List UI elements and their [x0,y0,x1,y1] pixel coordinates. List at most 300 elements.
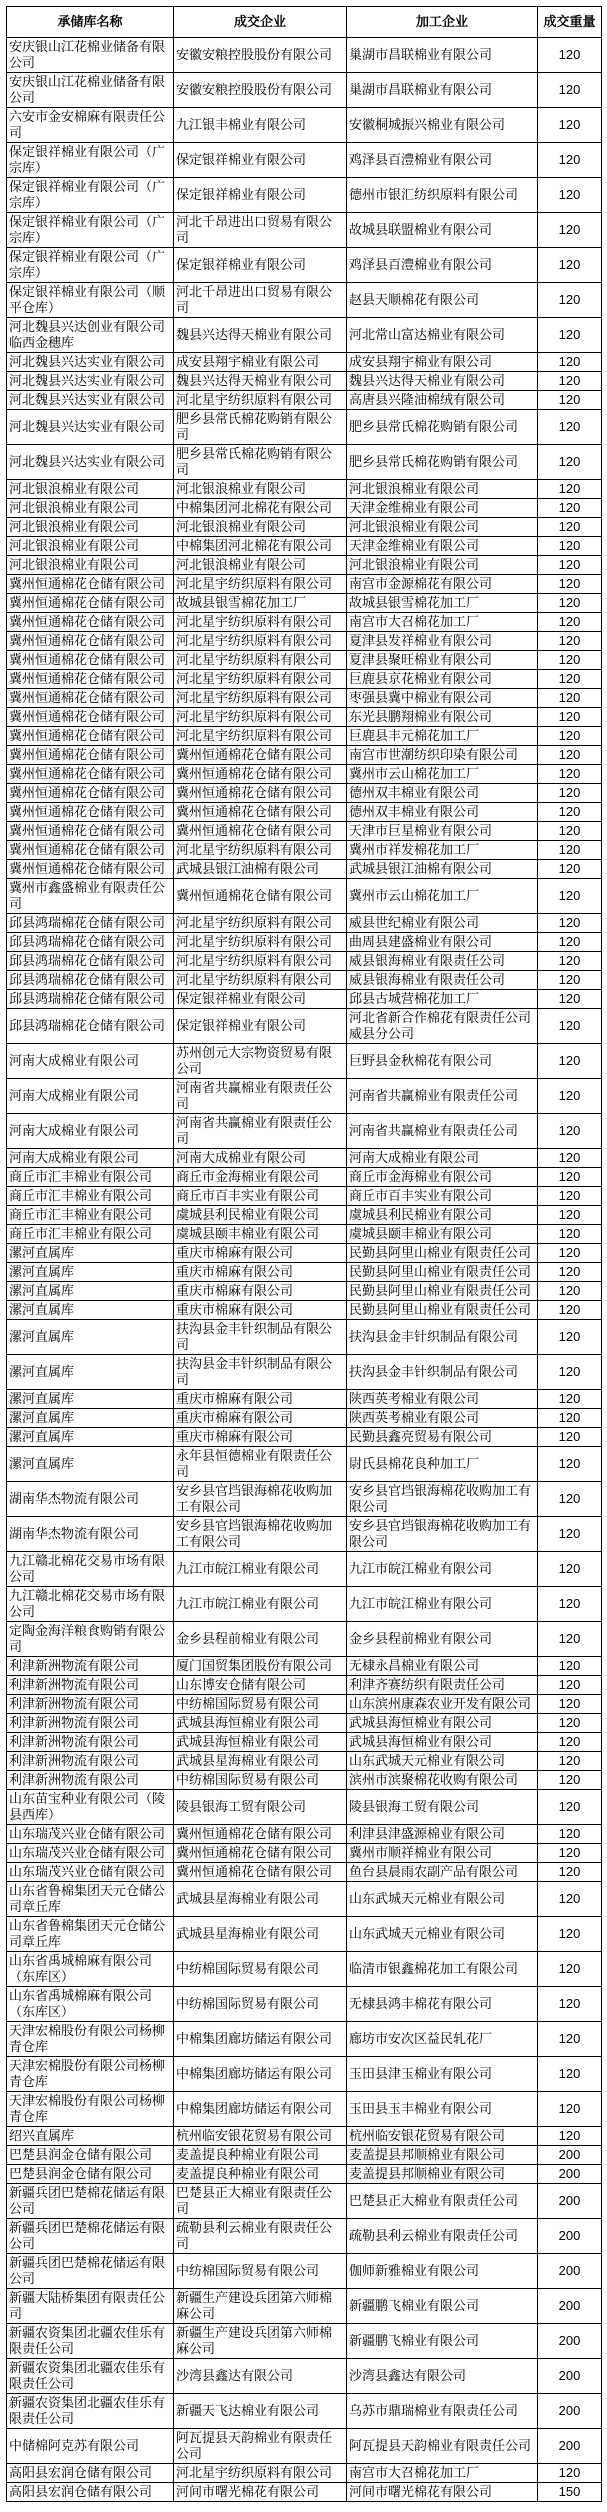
weight-cell: 120 [538,1987,602,2022]
table-row [7,353,602,372]
processor-cell: 伽师新雅棉业有限公司 [347,2254,538,2289]
processor-cell: 武城县银江油棉有限公司 [347,860,538,879]
processor-cell: 威县世纪棉业有限公司 [347,914,538,933]
warehouse-cell: 巴楚县润金仓储有限公司 [7,2146,174,2165]
processor-cell: 高唐县兴隆油棉绒有限公司 [347,391,538,410]
table-row [7,2464,602,2483]
table-row [7,2359,602,2394]
processor-cell: 民勤县阿里山棉业有限责任公司 [347,1263,538,1282]
processor-cell: 故城县银雪棉花加工厂 [347,594,538,613]
buyer-cell: 保定银祥棉业有限公司 [174,143,347,178]
warehouse-cell: 漯河直属库 [7,1355,174,1390]
buyer-cell: 金乡县程前棉业有限公司 [174,1622,347,1657]
buyer-cell: 阿瓦提县天韵棉业有限责任公司 [174,2429,347,2464]
processor-cell: 无棣永昌棉业有限公司 [347,1657,538,1676]
cotton-trade-table [6,6,602,2502]
table-row [7,1244,602,1263]
weight-cell: 120 [538,1206,602,1225]
weight-cell: 120 [538,372,602,391]
buyer-cell: 河间市曙光棉花有限公司 [174,2483,347,2502]
weight-cell: 120 [538,1409,602,1428]
processor-cell: 九江市皖江棉业有限公司 [347,1552,538,1587]
warehouse-cell: 漯河直属库 [7,1263,174,1282]
table-row [7,1282,602,1301]
warehouse-cell: 河北魏县兴达实业有限公司 [7,391,174,410]
table-row [7,1752,602,1771]
table-row [7,1149,602,1168]
weight-cell: 120 [538,841,602,860]
warehouse-cell: 天津宏棉股份有限公司杨柳青仓库 [7,2092,174,2127]
warehouse-cell: 保定银祥棉业有限公司（顺平仓库） [7,283,174,318]
warehouse-cell: 山东瑞茂兴业仓储有限公司 [7,1825,174,1844]
table-row [7,2022,602,2057]
buyer-cell: 保定银祥棉业有限公司 [174,990,347,1009]
warehouse-cell: 河南大成棉业有限公司 [7,1079,174,1114]
weight-cell: 120 [538,1825,602,1844]
buyer-cell: 麦盖提良种棉业有限公司 [174,2165,347,2184]
processor-cell: 天津市巨星棉业有限公司 [347,822,538,841]
buyer-cell: 河北星宇纺织原料有限公司 [174,2464,347,2483]
processor-cell: 麦盖提县邦顺棉业有限公司 [347,2165,538,2184]
buyer-cell: 安徽安粮控股股份有限公司 [174,38,347,73]
warehouse-cell: 巴楚县润金仓储有限公司 [7,2165,174,2184]
table-row [7,727,602,746]
warehouse-cell: 利津新洲物流有限公司 [7,1657,174,1676]
weight-cell: 120 [538,108,602,143]
buyer-cell: 重庆市棉麻有限公司 [174,1390,347,1409]
weight-cell: 120 [538,1790,602,1825]
processor-cell: 安徽桐城振兴棉业有限公司 [347,108,538,143]
table-row [7,1409,602,1428]
warehouse-cell: 河南大成棉业有限公司 [7,1044,174,1079]
weight-cell: 120 [538,594,602,613]
warehouse-cell: 商丘市汇丰棉业有限公司 [7,1187,174,1206]
table-row [7,499,602,518]
table-row [7,879,602,914]
warehouse-cell: 中储棉阿克苏有限公司 [7,2429,174,2464]
table-row [7,632,602,651]
processor-cell: 商丘市百丰实业有限公司 [347,1187,538,1206]
weight-cell: 120 [538,73,602,108]
table-row [7,860,602,879]
buyer-cell: 山东博安仓储有限公司 [174,1676,347,1695]
warehouse-cell: 冀州恒通棉花仓储有限公司 [7,689,174,708]
table-row [7,38,602,73]
processor-cell: 利津县津盛源棉业有限公司 [347,1825,538,1844]
weight-cell: 120 [538,2127,602,2146]
table-row [7,1168,602,1187]
buyer-cell: 河北星宇纺织原料有限公司 [174,632,347,651]
warehouse-cell: 新疆农资集团北疆农佳乐有限责任公司 [7,2394,174,2429]
warehouse-cell: 天津宏棉股份有限公司杨柳青仓库 [7,2022,174,2057]
table-row [7,1825,602,1844]
buyer-cell: 麦盖提良种棉业有限公司 [174,2146,347,2165]
weight-cell: 200 [538,2165,602,2184]
weight-cell: 120 [538,1844,602,1863]
table-header [7,7,602,38]
warehouse-cell: 邱县鸿瑞棉花仓储有限公司 [7,914,174,933]
weight-cell: 120 [538,480,602,499]
table-row [7,651,602,670]
weight-cell: 120 [538,1587,602,1622]
table-row [7,1917,602,1952]
weight-cell: 120 [538,1044,602,1079]
table-row [7,213,602,248]
weight-cell: 120 [538,2022,602,2057]
warehouse-cell: 河南大成棉业有限公司 [7,1114,174,1149]
processor-cell: 邱县古城营棉花加工厂 [347,990,538,1009]
buyer-cell: 中棉集团廊坊储运有限公司 [174,2057,347,2092]
warehouse-cell: 山东苗宝种业有限公司（陵县西库） [7,1790,174,1825]
warehouse-cell: 漯河直属库 [7,1301,174,1320]
buyer-cell: 河北千昂进出口贸易有限公司 [174,283,347,318]
processor-cell: 新疆鹏飞棉业有限公司 [347,2289,538,2324]
warehouse-cell: 保定银祥棉业有限公司（广宗库） [7,178,174,213]
processor-cell: 陵县银海工贸有限公司 [347,1790,538,1825]
processor-cell: 尉氏县棉花良种加工厂 [347,1447,538,1482]
processor-cell: 河间市曙光棉花有限公司 [347,2483,538,2502]
warehouse-cell: 定陶金海洋粮食购销有限公司 [7,1622,174,1657]
weight-cell: 120 [538,914,602,933]
buyer-cell: 河南省共赢棉业有限责任公司 [174,1079,347,1114]
processor-cell: 冀州市云山棉花加工厂 [347,765,538,784]
processor-cell: 安乡县官垱银海棉花收购加工有限公司 [347,1517,538,1552]
weight-cell: 120 [538,632,602,651]
processor-cell: 杭州临安银花贸易有限公司 [347,2127,538,2146]
processor-cell: 山东武城天元棉业有限公司 [347,1752,538,1771]
buyer-cell: 重庆市棉麻有限公司 [174,1244,347,1263]
table-row [7,2219,602,2254]
table-row [7,670,602,689]
buyer-cell: 冀州恒通棉花仓储有限公司 [174,803,347,822]
weight-cell: 200 [538,2254,602,2289]
warehouse-cell: 冀州恒通棉花仓储有限公司 [7,822,174,841]
buyer-cell: 中纺棉国际贸易有限公司 [174,2254,347,2289]
processor-cell: 虞城县颐丰棉业有限公司 [347,1225,538,1244]
processor-cell: 冀州市祥发棉花加工厂 [347,841,538,860]
weight-cell: 120 [538,822,602,841]
processor-cell: 夏津县聚旺棉业有限公司 [347,651,538,670]
warehouse-cell: 九江赣北棉花交易市场有限公司 [7,1552,174,1587]
processor-cell: 巨野县金秋棉花有限公司 [347,1044,538,1079]
processor-cell: 天津金维棉业有限公司 [347,537,538,556]
table-row [7,2165,602,2184]
weight-cell: 120 [538,2057,602,2092]
warehouse-cell: 利津新洲物流有限公司 [7,1733,174,1752]
buyer-cell: 中棉集团河北棉花有限公司 [174,537,347,556]
weight-cell: 120 [538,1114,602,1149]
processor-cell: 扶沟县金丰针织制品有限公司 [347,1320,538,1355]
table-row [7,765,602,784]
table-row [7,1263,602,1282]
weight-cell: 120 [538,1482,602,1517]
table-row [7,1714,602,1733]
warehouse-cell: 冀州恒通棉花仓储有限公司 [7,708,174,727]
processor-cell: 武城县海恒棉业有限公司 [347,1733,538,1752]
processor-cell: 鸡泽县百澧棉业有限公司 [347,248,538,283]
warehouse-cell: 高阳县宏润仓储有限公司 [7,2464,174,2483]
buyer-cell: 河北银浪棉业有限公司 [174,556,347,575]
warehouse-cell: 利津新洲物流有限公司 [7,1752,174,1771]
warehouse-cell: 山东瑞茂兴业仓储有限公司 [7,1844,174,1863]
weight-cell: 120 [538,613,602,632]
processor-cell: 南宫市大召棉花加工厂 [347,2464,538,2483]
table-row [7,372,602,391]
buyer-cell: 肥乡县常氏棉花购销有限公司 [174,445,347,480]
buyer-cell: 杭州临安银花贸易有限公司 [174,2127,347,2146]
weight-cell: 120 [538,1917,602,1952]
processor-cell: 巨鹿县丰元棉花加工厂 [347,727,538,746]
warehouse-cell: 新疆兵团巴楚棉花储运有限公司 [7,2184,174,2219]
buyer-cell: 武城县海恒棉业有限公司 [174,1714,347,1733]
weight-cell: 120 [538,1320,602,1355]
weight-cell: 120 [538,1447,602,1482]
warehouse-cell: 邱县鸿瑞棉花仓储有限公司 [7,1009,174,1044]
buyer-cell: 商丘市金海棉业有限公司 [174,1168,347,1187]
warehouse-cell: 河北银浪棉业有限公司 [7,480,174,499]
weight-cell: 120 [538,746,602,765]
processor-cell: 陕西英考棉业有限公司 [347,1390,538,1409]
weight-cell: 120 [538,143,602,178]
table-row [7,2289,602,2324]
warehouse-cell: 漯河直属库 [7,1244,174,1263]
table-row [7,1790,602,1825]
table-row [7,1428,602,1447]
weight-cell: 120 [538,1733,602,1752]
weight-cell: 120 [538,318,602,353]
buyer-cell: 冀州恒通棉花仓储有限公司 [174,765,347,784]
processor-cell: 故城县联盟棉业有限公司 [347,213,538,248]
processor-cell: 玉田县津玉棉业有限公司 [347,2057,538,2092]
processor-cell: 巢湖市昌联棉业有限公司 [347,38,538,73]
weight-cell: 120 [538,784,602,803]
header-processor: 加工企业 [347,7,538,38]
table-row [7,108,602,143]
weight-cell: 120 [538,1149,602,1168]
weight-cell: 200 [538,2289,602,2324]
warehouse-cell: 商丘市汇丰棉业有限公司 [7,1206,174,1225]
warehouse-cell: 漯河直属库 [7,1447,174,1482]
processor-cell: 商丘市金海棉业有限公司 [347,1168,538,1187]
table-row [7,2483,602,2502]
table-row [7,518,602,537]
processor-cell: 魏县兴达得天棉业有限公司 [347,372,538,391]
weight-cell: 120 [538,213,602,248]
processor-cell: 九江市皖江棉业有限公司 [347,1587,538,1622]
weight-cell: 120 [538,1952,602,1987]
buyer-cell: 河北星宇纺织原料有限公司 [174,841,347,860]
weight-cell: 120 [538,518,602,537]
warehouse-cell: 冀州恒通棉花仓储有限公司 [7,727,174,746]
table-row [7,594,602,613]
table-row [7,1844,602,1863]
buyer-cell: 商丘市百丰实业有限公司 [174,1187,347,1206]
warehouse-cell: 利津新洲物流有限公司 [7,1714,174,1733]
weight-cell: 120 [538,952,602,971]
processor-cell: 民勤县阿里山棉业有限责任公司 [347,1244,538,1263]
warehouse-cell: 高阳县宏润仓储有限公司 [7,2483,174,2502]
processor-cell: 沙湾县鑫达有限公司 [347,2359,538,2394]
weight-cell: 120 [538,1282,602,1301]
processor-cell: 利津齐赛纺织有限责任公司 [347,1676,538,1695]
weight-cell: 120 [538,990,602,1009]
buyer-cell: 武城县海恒棉业有限公司 [174,1733,347,1752]
processor-cell: 廊坊市安次区益民轧花厂 [347,2022,538,2057]
buyer-cell: 九江市皖江棉业有限公司 [174,1552,347,1587]
table-row [7,410,602,445]
table-row [7,1517,602,1552]
table-row [7,1987,602,2022]
warehouse-cell: 商丘市汇丰棉业有限公司 [7,1168,174,1187]
processor-cell: 德州双丰棉业有限公司 [347,803,538,822]
buyer-cell: 河北千昂进出口贸易有限公司 [174,213,347,248]
processor-cell: 乌苏市鼎瑞棉业有限责任公司 [347,2394,538,2429]
table-row [7,1320,602,1355]
weight-cell: 120 [538,1752,602,1771]
processor-cell: 成安县翔宇棉业有限公司 [347,353,538,372]
weight-cell: 120 [538,879,602,914]
table-row [7,1114,602,1149]
buyer-cell: 河北星宇纺织原料有限公司 [174,971,347,990]
weight-cell: 120 [538,178,602,213]
table-row [7,2184,602,2219]
table-row [7,2146,602,2165]
processor-cell: 东光县鹏翔棉业有限公司 [347,708,538,727]
buyer-cell: 河北星宇纺织原料有限公司 [174,914,347,933]
warehouse-cell: 河北魏县兴达实业有限公司 [7,353,174,372]
buyer-cell: 新疆天飞达棉业有限公司 [174,2394,347,2429]
weight-cell: 120 [538,1622,602,1657]
weight-cell: 120 [538,765,602,784]
table-row [7,143,602,178]
table-row [7,283,602,318]
weight-cell: 120 [538,1695,602,1714]
warehouse-cell: 绍兴直属库 [7,2127,174,2146]
processor-cell: 民勤县阿里山棉业有限责任公司 [347,1282,538,1301]
warehouse-cell: 邱县鸿瑞棉花仓储有限公司 [7,971,174,990]
warehouse-cell: 冀州恒通棉花仓储有限公司 [7,784,174,803]
warehouse-cell: 六安市金安棉麻有限责任公司 [7,108,174,143]
table-row [7,952,602,971]
warehouse-cell: 漯河直属库 [7,1320,174,1355]
buyer-cell: 中纺棉国际贸易有限公司 [174,1771,347,1790]
weight-cell: 120 [538,283,602,318]
weight-cell: 200 [538,2359,602,2394]
buyer-cell: 重庆市棉麻有限公司 [174,1428,347,1447]
header-weight: 成交重量 [538,7,602,38]
weight-cell: 200 [538,2184,602,2219]
processor-cell: 扶沟县金丰针织制品有限公司 [347,1355,538,1390]
processor-cell: 临清市银鑫棉花加工有限公司 [347,1952,538,1987]
warehouse-cell: 湖南华杰物流有限公司 [7,1517,174,1552]
buyer-cell: 重庆市棉麻有限公司 [174,1282,347,1301]
buyer-cell: 虞城县利民棉业有限公司 [174,1206,347,1225]
buyer-cell: 永年县恒德棉业有限责任公司 [174,1447,347,1482]
warehouse-cell: 冀州恒通棉花仓储有限公司 [7,670,174,689]
warehouse-cell: 新疆大陆桥集团有限责任公司 [7,2289,174,2324]
table-row [7,1863,602,1882]
warehouse-cell: 河北魏县兴达实业有限公司 [7,445,174,480]
table-row [7,248,602,283]
buyer-cell: 成安县翔宇棉业有限公司 [174,353,347,372]
table-row [7,480,602,499]
buyer-cell: 中棉集团河北棉花有限公司 [174,499,347,518]
weight-cell: 120 [538,1882,602,1917]
processor-cell: 陕西英考棉业有限公司 [347,1409,538,1428]
warehouse-cell: 邱县鸿瑞棉花仓储有限公司 [7,990,174,1009]
buyer-cell: 陵县银海工贸有限公司 [174,1790,347,1825]
processor-cell: 夏津县发祥棉业有限公司 [347,632,538,651]
buyer-cell: 扶沟县金丰针织制品有限公司 [174,1320,347,1355]
table-row [7,746,602,765]
warehouse-cell: 安庆银山江花棉业储备有限公司 [7,73,174,108]
table-row [7,445,602,480]
buyer-cell: 武城县银江油棉有限公司 [174,860,347,879]
buyer-cell: 九江银丰棉业有限公司 [174,108,347,143]
weight-cell: 200 [538,2394,602,2429]
table-row [7,1206,602,1225]
warehouse-cell: 保定银祥棉业有限公司（广宗库） [7,143,174,178]
processor-cell: 河北省新合作棉花有限责任公司威县分公司 [347,1009,538,1044]
weight-cell: 120 [538,670,602,689]
processor-cell: 民勤县鑫亮贸易有限公司 [347,1428,538,1447]
processor-cell: 河北银浪棉业有限公司 [347,480,538,499]
weight-cell: 120 [538,1714,602,1733]
table-row [7,822,602,841]
processor-cell: 河南大成棉业有限公司 [347,1149,538,1168]
processor-cell: 阿瓦提县天韵棉业有限责任公司 [347,2429,538,2464]
weight-cell: 120 [538,1225,602,1244]
warehouse-cell: 新疆农资集团北疆农佳乐有限责任公司 [7,2359,174,2394]
processor-cell: 南宫市大召棉花加工厂 [347,613,538,632]
processor-cell: 山东武城天元棉业有限公司 [347,1917,538,1952]
processor-cell: 南宫市金源棉花有限公司 [347,575,538,594]
warehouse-cell: 冀州恒通棉花仓储有限公司 [7,841,174,860]
processor-cell: 鸡泽县百澧棉业有限公司 [347,143,538,178]
table-row [7,2092,602,2127]
buyer-cell: 河北星宇纺织原料有限公司 [174,670,347,689]
table-row [7,803,602,822]
buyer-cell: 冀州恒通棉花仓储有限公司 [174,784,347,803]
buyer-cell: 沙湾县鑫达有限公司 [174,2359,347,2394]
processor-cell: 安乡县官垱银海棉花收购加工有限公司 [347,1482,538,1517]
weight-cell: 120 [538,353,602,372]
warehouse-cell: 冀州恒通棉花仓储有限公司 [7,765,174,784]
warehouse-cell: 河北银浪棉业有限公司 [7,537,174,556]
table-row [7,2127,602,2146]
buyer-cell: 武城县星海棉业有限公司 [174,1752,347,1771]
table-body [7,38,602,2502]
buyer-cell: 魏县兴达得天棉业有限公司 [174,318,347,353]
warehouse-cell: 冀州市鑫盛棉业有限责任公司 [7,879,174,914]
table-row [7,914,602,933]
buyer-cell: 中纺棉国际贸易有限公司 [174,1695,347,1714]
table-row [7,1552,602,1587]
table-row [7,1733,602,1752]
warehouse-cell: 新疆兵团巴楚棉花储运有限公司 [7,2219,174,2254]
warehouse-cell: 冀州恒通棉花仓储有限公司 [7,632,174,651]
weight-cell: 200 [538,2429,602,2464]
buyer-cell: 冀州恒通棉花仓储有限公司 [174,879,347,914]
weight-cell: 120 [538,2092,602,2127]
buyer-cell: 重庆市棉麻有限公司 [174,1263,347,1282]
weight-cell: 120 [538,971,602,990]
table-row [7,1882,602,1917]
weight-cell: 200 [538,2324,602,2359]
buyer-cell: 新疆生产建设兵团第六师棉麻公司 [174,2324,347,2359]
weight-cell: 120 [538,1009,602,1044]
processor-cell: 赵县天顺棉花有限公司 [347,283,538,318]
